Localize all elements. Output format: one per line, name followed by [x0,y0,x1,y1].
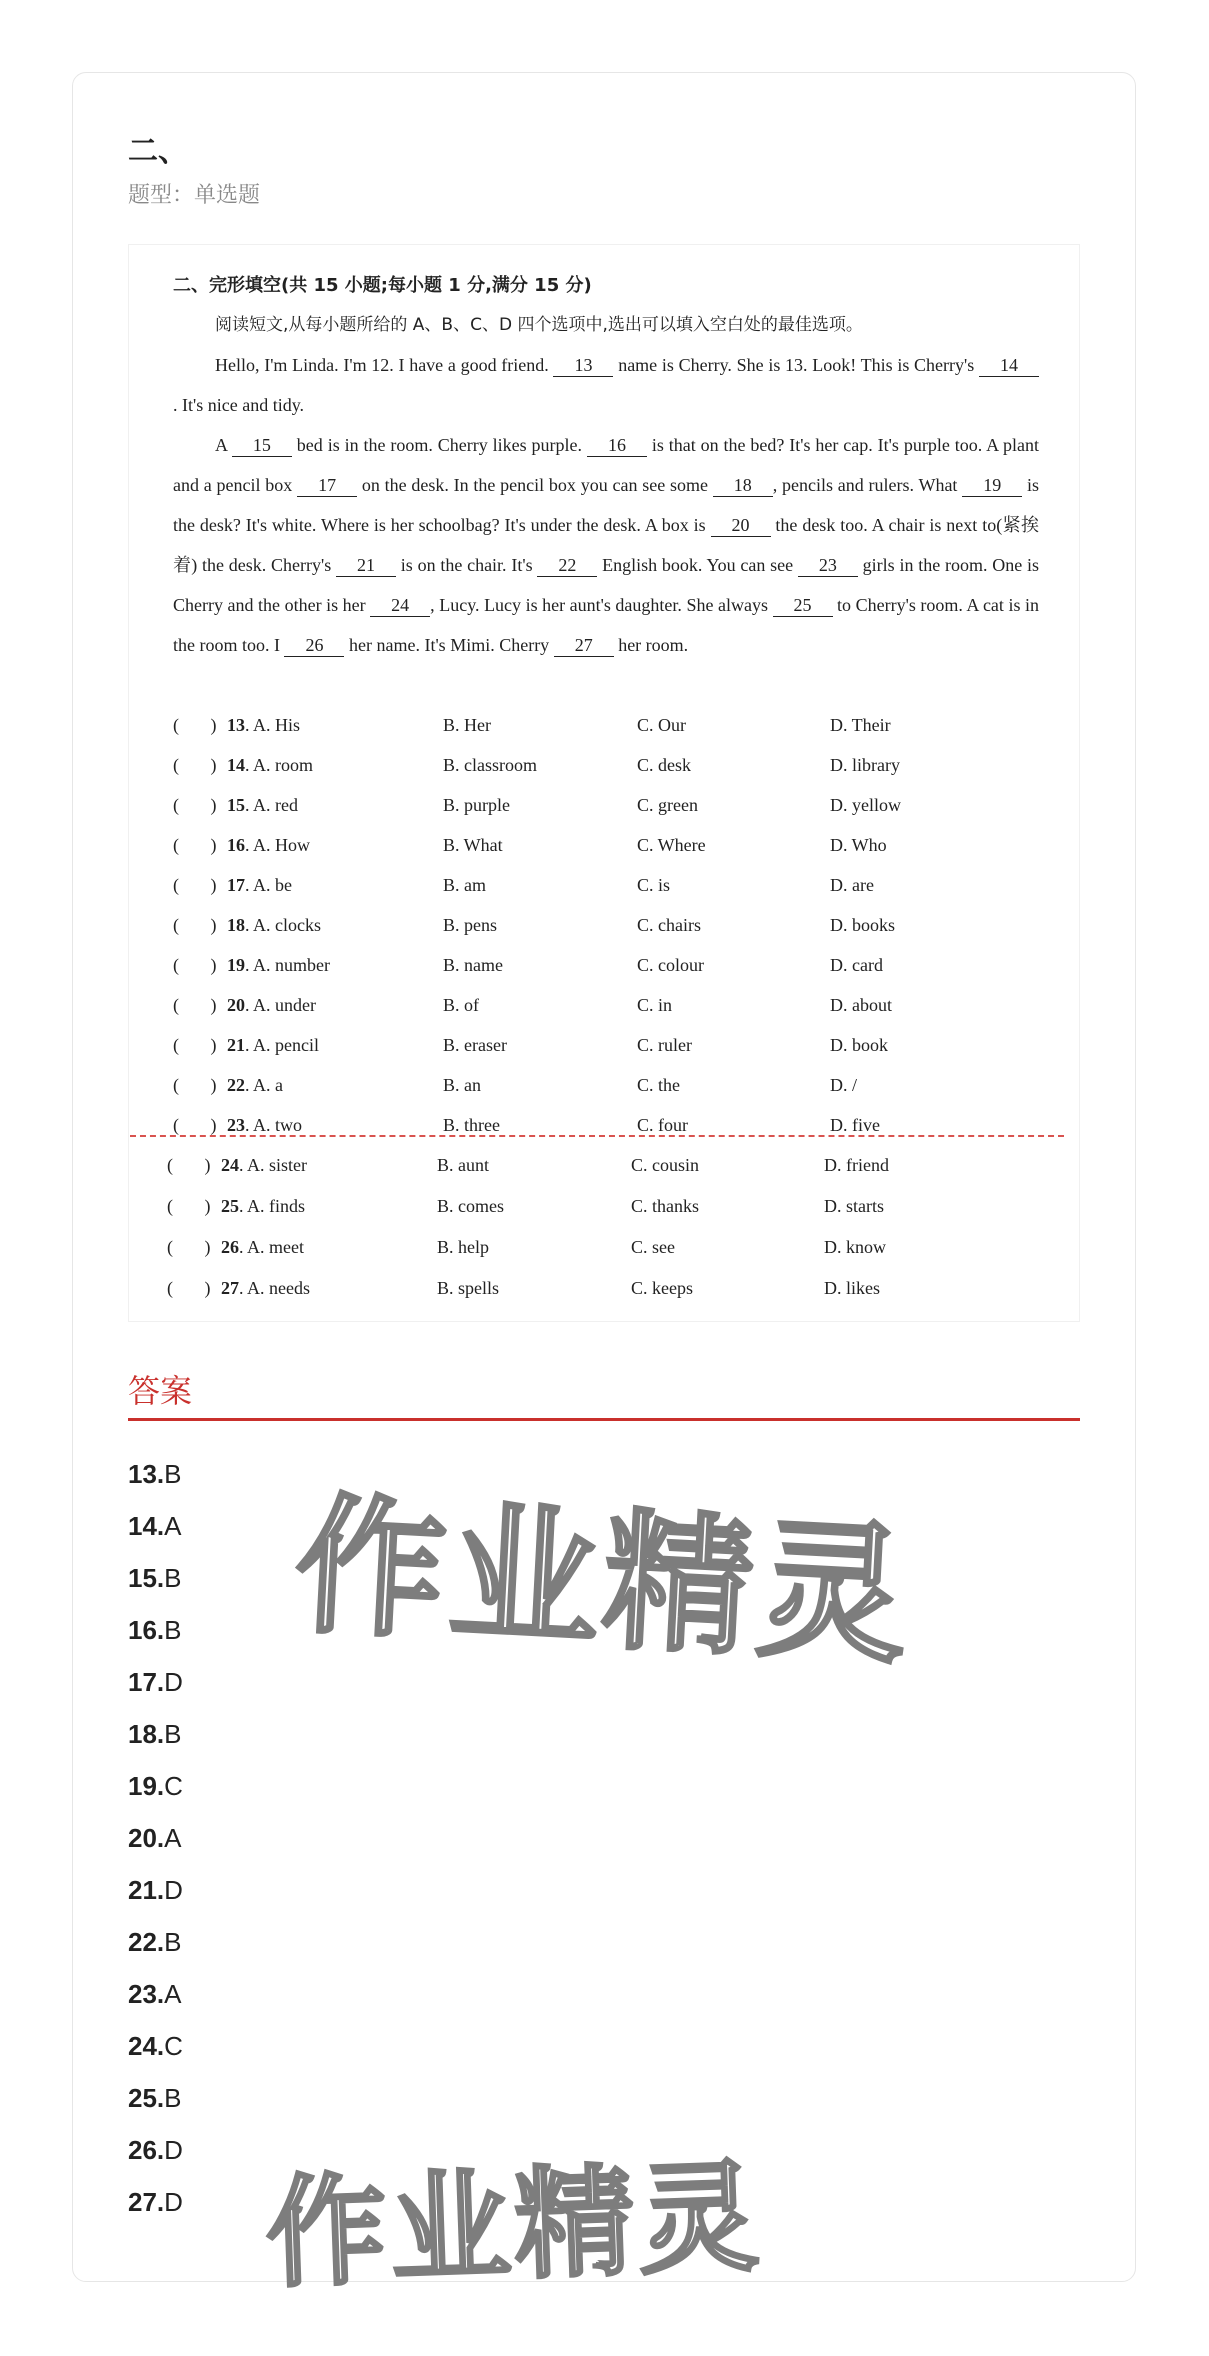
answer-choice: D [164,1875,183,1905]
option-c: C. ruler [637,1035,692,1055]
answer-paren: ( ) [173,955,217,975]
option-row [173,1105,1053,1145]
answer-item [128,1812,183,1864]
option-group: 25. A. finds [221,1196,306,1216]
answer-item [128,1604,183,1656]
option-b: B. name [443,955,503,975]
question-number: 17 [227,875,245,895]
question-number: 24 [221,1155,239,1175]
answer-choice: D [164,2187,183,2217]
answer-paren: ( ) [173,1035,217,1055]
answer-item [128,2072,183,2124]
option-b: B. help [437,1237,489,1257]
question-number: 20 [227,995,245,1015]
question-number: 26 [221,1237,239,1257]
option-c: C. in [637,995,673,1015]
answer-choice: A [164,1511,182,1541]
answer-item [128,1448,183,1500]
answer-number: 14. [128,1511,165,1541]
answer-paren: ( ) [173,835,217,855]
option-c: C. cousin [631,1155,700,1175]
option-group: 14. A. room [227,755,314,775]
option-row [173,785,1053,825]
blank-21: 21 [336,554,396,577]
question-number: 18 [227,915,245,935]
question-type-label: 题型：单选题 [128,183,261,208]
answer-item [128,1656,183,1708]
answer-item [128,2020,183,2072]
option-b: B. comes [437,1196,504,1216]
option-a: A. clocks [253,915,321,935]
watermark-logo: 作业精灵 [291,1478,916,1685]
option-row [167,1186,1047,1227]
blank-24: 24 [370,594,430,617]
question-number: 16 [227,835,245,855]
answer-list [128,1448,183,2228]
blank-19: 19 [962,474,1022,497]
option-d: D. card [830,955,883,975]
option-a: A. How [253,835,311,855]
question-image [128,244,1080,1322]
answer-item [128,1708,183,1760]
answer-paren: ( ) [173,1075,217,1095]
option-b: B. an [443,1075,481,1095]
answer-choice: B [164,1927,182,1957]
question-number: 19 [227,955,245,975]
option-c: C. thanks [631,1196,700,1216]
option-row [173,745,1053,785]
answer-number: 16. [128,1615,165,1645]
answer-number: 27. [128,2187,165,2217]
option-c: C. keeps [631,1278,693,1298]
option-b: B. three [443,1115,500,1135]
option-row [167,1227,1047,1268]
option-d: D. five [830,1115,880,1135]
blank-14: 14 [979,354,1039,377]
answer-number: 24. [128,2031,165,2061]
answer-choice: B [164,1459,182,1489]
option-d: D. / [830,1075,857,1095]
option-b: B. am [443,875,486,895]
blank-26: 26 [284,634,344,657]
answer-number: 13. [128,1459,165,1489]
passage-text: is on the chair. It's [396,555,538,575]
option-row [173,1065,1053,1105]
option-c: C. green [637,795,698,815]
option-d: D. likes [824,1278,880,1298]
option-group: 19. A. number [227,955,330,975]
answer-choice: C [164,1771,183,1801]
answer-paren: ( ) [173,795,217,815]
answer-number: 26. [128,2135,165,2165]
option-a: A. two [253,1115,303,1135]
option-d: D. yellow [830,795,901,815]
answer-choice: B [164,1615,182,1645]
option-row [173,985,1053,1025]
option-row [167,1145,1047,1186]
option-d: D. friend [824,1155,889,1175]
answer-paren: ( ) [173,875,217,895]
answer-number: 21. [128,1875,165,1905]
question-number: 23 [227,1115,245,1135]
passage-text: Hello, I'm Linda. I'm 12. I have a good friend. [215,355,554,375]
answer-number: 25. [128,2083,165,2113]
question-number: 13 [227,715,245,735]
option-b: B. classroom [443,755,537,775]
answer-item [128,2176,183,2228]
option-group: 15. A. red [227,795,298,815]
option-row [173,1025,1053,1065]
blank-25: 25 [773,594,833,617]
option-c: C. chairs [637,915,701,935]
answer-choice: D [164,1667,183,1697]
option-a: A. His [253,715,301,735]
answer-choice: C [164,2031,183,2061]
answer-paren: ( ) [173,715,217,735]
passage-paragraph-1 [173,345,1039,425]
option-row [173,825,1053,865]
option-d: D. about [830,995,892,1015]
option-b: B. spells [437,1278,500,1298]
answer-number: 20. [128,1823,165,1853]
answer-number: 18. [128,1719,165,1749]
option-group: 22. A. a [227,1075,284,1095]
watermark-logo: 作业精灵 [264,2148,765,2305]
blank-20: 20 [711,514,771,537]
passage-text: on the desk. In the pencil box you can see some [357,475,713,495]
answer-paren: ( ) [173,915,217,935]
option-row [173,905,1053,945]
question-number: 21 [227,1035,245,1055]
answer-paren: ( ) [167,1196,211,1216]
answer-title: 答案 [128,1372,193,1410]
option-a: A. number [253,955,330,975]
option-a: A. meet [247,1237,304,1257]
answer-choice: D [164,2135,183,2165]
passage-text: her name. It's Mimi. Cherry [344,635,554,655]
option-group: 16. A. How [227,835,311,855]
blank-15: 15 [232,434,292,457]
option-a: A. a [253,1075,284,1095]
answer-paren: ( ) [173,995,217,1015]
answer-item [128,1916,183,1968]
answer-number: 17. [128,1667,165,1697]
section-heading: 二、 [128,134,188,169]
option-d: D. Who [830,835,887,855]
option-group: 18. A. clocks [227,915,321,935]
answer-paren: ( ) [173,755,217,775]
passage-text: is the desk? It's white. Where is her schoolbag? It's under the desk. A box is [173,475,1039,535]
option-c: C. desk [637,755,691,775]
answer-choice: B [164,1719,182,1749]
option-d: D. library [830,755,900,775]
answer-number: 19. [128,1771,165,1801]
option-b: B. aunt [437,1155,489,1175]
option-b: B. of [443,995,479,1015]
passage-text: to Cherry's room. A cat is in the room too. I [173,595,1040,655]
option-c: C. Where [637,835,706,855]
passage-text: the desk too. A chair is next to(紧挨着) the desk. Cherry's [173,515,1039,575]
option-group: 21. A. pencil [227,1035,319,1055]
option-group: 23. A. two [227,1115,303,1135]
option-b: B. Her [443,715,491,735]
option-group: 26. A. meet [221,1237,304,1257]
option-a: A. be [253,875,293,895]
blank-13: 13 [553,354,613,377]
option-a: A. red [253,795,298,815]
question-number: 22 [227,1075,245,1095]
answer-choice: A [164,1979,182,2009]
option-d: D. are [830,875,874,895]
answer-divider [128,1418,1080,1421]
answer-paren: ( ) [167,1237,211,1257]
page-cut-divider [130,1135,1064,1137]
blank-16: 16 [587,434,647,457]
passage-text: , Lucy. Lucy is her aunt's daughter. She always [430,595,773,615]
option-group: 27. A. needs [221,1278,310,1298]
option-row [173,705,1053,745]
option-b: B. eraser [443,1035,507,1055]
option-c: C. is [637,875,671,895]
option-group: 20. A. under [227,995,316,1015]
answer-choice: A [164,1823,182,1853]
options-list [167,705,1053,1309]
option-c: C. the [637,1075,680,1095]
answer-paren: ( ) [173,1115,217,1135]
answer-number: 23. [128,1979,165,2009]
question-number: 15 [227,795,245,815]
option-d: D. books [830,915,896,935]
blank-17: 17 [297,474,357,497]
passage-text: name is Cherry. She is 13. Look! This is Cherry's [613,355,979,375]
option-d: D. book [830,1035,888,1055]
answer-choice: B [164,1563,182,1593]
passage-paragraph-2 [173,425,1039,665]
option-group: 13. A. His [227,715,301,735]
option-row [167,1268,1047,1309]
answer-item [128,2124,183,2176]
option-d: D. know [824,1237,886,1257]
question-number: 27 [221,1278,239,1298]
blank-18: 18 [713,474,773,497]
option-a: A. pencil [253,1035,319,1055]
question-number: 14 [227,755,245,775]
passage-text: , pencils and rulers. What [772,475,963,495]
instruction-text: 阅读短文,从每小题所给的 A、B、C、D 四个选项中,选出可以填入空白处的最佳选项。 [215,315,863,335]
answer-paren: ( ) [167,1155,211,1175]
passage-text: A [215,435,232,455]
answer-number: 15. [128,1563,165,1593]
answer-item [128,1864,183,1916]
option-d: D. starts [824,1196,884,1216]
option-group: 17. A. be [227,875,293,895]
option-row [173,865,1053,905]
answer-item [128,1500,183,1552]
option-b: B. purple [443,795,510,815]
passage-text: English book. You can see [597,555,798,575]
passage-text: . It's nice and tidy. [173,395,305,415]
option-a: A. sister [247,1155,308,1175]
option-a: A. under [253,995,316,1015]
passage-text: is that on the bed? It's her cap. It's purple too. A plant and a pencil box [173,435,1039,495]
answer-number: 22. [128,1927,165,1957]
option-c: C. Our [637,715,686,735]
passage-text: her room. [613,635,689,655]
answer-paren: ( ) [167,1278,211,1298]
option-row [173,945,1053,985]
option-d: D. Their [830,715,891,735]
option-b: B. pens [443,915,497,935]
option-b: B. What [443,835,503,855]
passage-text: bed is in the room. Cherry likes purple. [291,435,587,455]
option-c: C. four [637,1115,688,1135]
answer-choice: B [164,2083,182,2113]
blank-23: 23 [798,554,858,577]
option-c: C. see [631,1237,675,1257]
answer-item [128,1968,183,2020]
cloze-section-title: 二、完形填空(共 15 小题;每小题 1 分,满分 15 分) [173,275,592,296]
blank-22: 22 [537,554,597,577]
answer-item [128,1552,183,1604]
option-a: A. room [253,755,314,775]
passage-text: girls in the room. One is Cherry and the other is her [173,555,1039,615]
option-group: 24. A. sister [221,1155,308,1175]
answer-item [128,1760,183,1812]
question-number: 25 [221,1196,239,1216]
option-a: A. needs [247,1278,310,1298]
option-a: A. finds [247,1196,306,1216]
blank-27: 27 [554,634,614,657]
option-c: C. colour [637,955,704,975]
